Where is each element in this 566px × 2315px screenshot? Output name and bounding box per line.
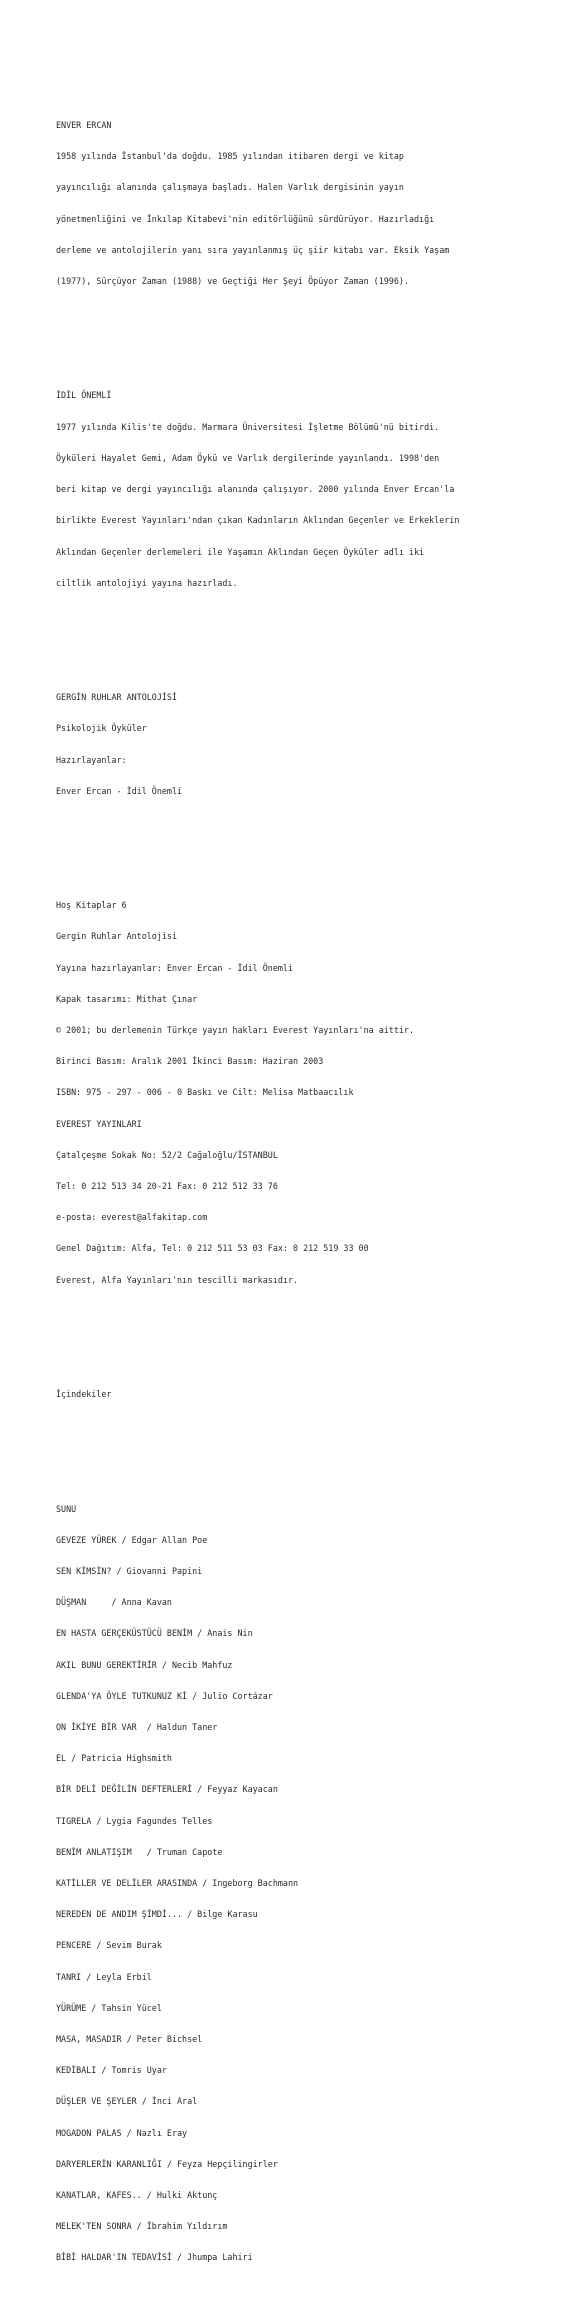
bio-line: Aklından Geçenler derlemeleri ile Yaşamın Aklından Geçen Öyküler adlı iki bbox=[56, 546, 425, 557]
imprint-line: ISBN: 975 - 297 - 006 - 0 Baskı ve Cilt: Melisa Matbaacılık bbox=[56, 1087, 354, 1098]
toc-entry: EN HASTA GERÇEKÜSTÜCÜ BENİM / Anais Nin bbox=[56, 1628, 253, 1639]
imprint-line: Gergin Ruhlar Antolojisi bbox=[56, 931, 178, 942]
toc-entry: DÜŞMAN / Anna Kavan bbox=[56, 1597, 172, 1608]
bio-line: yönetmenliğini ve İnkılap Kitabevi'nin editörlüğünü sürdürüyor. Hazırladığı bbox=[56, 213, 435, 224]
imprint-line: Hoş Kitaplar 6 bbox=[56, 900, 127, 911]
bio-line: 1958 yılında İstanbul'da doğdu. 1985 yılından itibaren dergi ve kitap bbox=[56, 151, 404, 162]
toc-entry: YÜRÜME / Tahsin Yücel bbox=[56, 2002, 162, 2013]
toc-entry: KATİLLER VE DELİLER ARASINDA / Ingeborg Bachmann bbox=[56, 1877, 299, 1888]
toc-entry: BİBİ HALDAR'IN TEDAVİSİ / Jhumpa Lahiri bbox=[56, 2252, 253, 2263]
book-subtitle: Psikolojik Öyküler bbox=[56, 723, 147, 734]
toc-entry: TIGRELA / Lygia Fagundes Telles bbox=[56, 1815, 213, 1826]
editors-names: Enver Ercan - İdil Önemli bbox=[56, 785, 183, 796]
imprint-line: Kapak tasarımı: Mithat Çınar bbox=[56, 993, 198, 1004]
bio-line: derleme ve antolojilerin yanı sıra yayınlanmış üç şiir kitabı var. Eksik Yaşam bbox=[56, 244, 450, 255]
toc-entry: DARYERLERİN KARANLIĞI / Feyza Hepçilingirler bbox=[56, 2158, 278, 2169]
table-of-contents bbox=[56, 1483, 526, 2284]
title-block bbox=[56, 671, 526, 817]
toc-entry: GEVEZE YÜREK / Edgar Allan Poe bbox=[56, 1534, 208, 1545]
bio-line: (1977), Sürçüyor Zaman (1988) ve Geçtiği Her Şeyi Öpüyor Zaman (1996). bbox=[56, 276, 409, 287]
toc-entry: MELEK'TEN SONRA / İbrahim Yıldırım bbox=[56, 2221, 228, 2232]
bio-line: yayıncılığı alanında çalışmaya başladı. Halen Varlık dergisinin yayın bbox=[56, 182, 404, 193]
toc-entry: DÜŞLER VE ŞEYLER / İnci Aral bbox=[56, 2096, 198, 2107]
toc-entry: PENCERE / Sevim Burak bbox=[56, 1940, 162, 1951]
imprint-line: Tel: 0 212 513 34 20-21 Fax: 0 212 512 33 76 bbox=[56, 1181, 278, 1192]
bio-enver-ercan bbox=[56, 99, 526, 307]
imprint-line: EVEREST YAYINLARI bbox=[56, 1118, 142, 1129]
toc-entry: MASA, MASADIR / Peter Bichsel bbox=[56, 2033, 203, 2044]
imprint-line: Genel Dağıtım: Alfa, Tel: 0 212 511 53 03 Fax: 0 212 519 33 00 bbox=[56, 1243, 369, 1254]
book-title: GERGİN RUHLAR ANTOLOJİSİ bbox=[56, 692, 178, 703]
toc-entry: MOGADON PALAS / Nazlı Eray bbox=[56, 2127, 188, 2138]
page-content bbox=[56, 68, 526, 2315]
imprint-line: Çatalçeşme Sokak No: 52/2 Cağaloğlu/İSTANBUL bbox=[56, 1149, 278, 1160]
toc-entry: TANRI / Leyla Erbil bbox=[56, 1971, 152, 1982]
toc-heading-block bbox=[56, 1368, 526, 1420]
imprint-line: Yayına hazırlayanlar: Enver Ercan - İdil Önemli bbox=[56, 962, 293, 973]
bio-line: beri kitap ve dergi yayıncılığı alanında çalışıyor. 2000 yılında Enver Ercan'la bbox=[56, 484, 455, 495]
bio-line: 1977 yılında Kilis'te doğdu. Marmara Üniversitesi İşletme Bölümü'nü bitirdi. bbox=[56, 421, 440, 432]
bio-name: İDİL ÖNEMLİ bbox=[56, 390, 112, 401]
toc-entry: BİR DELİ DEĞİLİN DEFTERLERİ / Feyyaz Kayacan bbox=[56, 1784, 278, 1795]
bio-line: Öyküleri Hayalet Gemi, Adam Öykü ve Varlık dergilerinde yayınlandı. 1998'den bbox=[56, 452, 440, 463]
toc-entry: ON İKİYE BİR VAR / Haldun Taner bbox=[56, 1721, 218, 1732]
toc-entry: BENİM ANLATIŞIM / Truman Capote bbox=[56, 1846, 223, 1857]
toc-entry: AKIL BUNU GEREKTİRİR / Necib Mahfuz bbox=[56, 1659, 233, 1670]
toc-entry: KEDİBALI / Tomris Uyar bbox=[56, 2065, 167, 2076]
toc-entry: GLENDA'YA ÖYLE TUTKUNUZ Kİ / Julio Cortázar bbox=[56, 1690, 273, 1701]
bio-idil-onemli bbox=[56, 370, 526, 609]
bio-name: ENVER ERCAN bbox=[56, 120, 112, 131]
editors-label: Hazırlayanlar: bbox=[56, 754, 127, 765]
toc-entry: EL / Patricia Highsmith bbox=[56, 1753, 172, 1764]
imprint-block bbox=[56, 879, 526, 1305]
imprint-line: Birinci Basım: Aralık 2001 İkinci Basım: Haziran 2003 bbox=[56, 1056, 324, 1067]
toc-entry: KANATLAR, KAFES.. / Hulki Aktunç bbox=[56, 2189, 218, 2200]
toc-entry: SEN KİMSİN? / Giovanni Papini bbox=[56, 1565, 203, 1576]
imprint-line: e-posta: everest@alfakitap.com bbox=[56, 1212, 208, 1223]
bio-line: birlikte Everest Yayınları'ndan çıkan Kadınların Aklından Geçenler ve Erkeklerin bbox=[56, 515, 460, 526]
imprint-line: Everest, Alfa Yayınları'nın tescilli markasıdır. bbox=[56, 1274, 299, 1285]
imprint-line: © 2001; bu derlemenin Türkçe yayın hakları Everest Yayınları'na aittir. bbox=[56, 1025, 414, 1035]
bio-line: ciltlik antolojiyi yayına hazırladı. bbox=[56, 577, 238, 588]
toc-entry: SUNU bbox=[56, 1503, 77, 1514]
toc-heading: İçindekiler bbox=[56, 1389, 112, 1400]
toc-entry: NEREDEN DE ANDIM ŞİMDİ... / Bilge Karasu bbox=[56, 1909, 258, 1920]
